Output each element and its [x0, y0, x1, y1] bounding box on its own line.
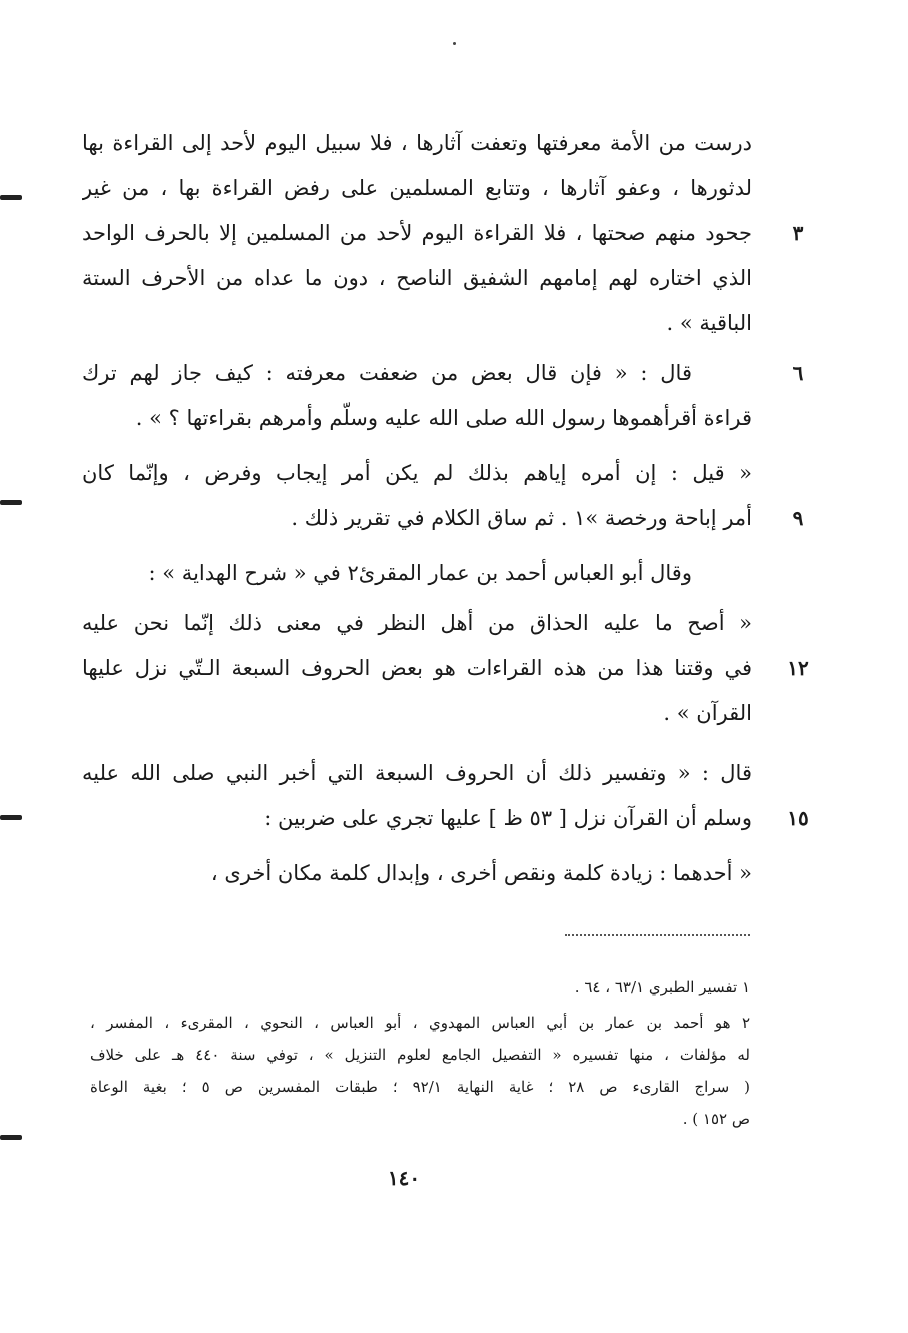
text-line: القرآن » . — [663, 701, 752, 725]
text-line: درست من الأمة معرفتها وتعفت آثارها ، فلا سبيل اليوم لأحد إلى القراءة بها — [82, 131, 752, 155]
footnote-line: ص ١٥٢ ) . — [682, 1110, 750, 1128]
line-number: ٩ — [792, 506, 804, 530]
text-line: قراءة أقرأهموها رسول الله صلى الله عليه وسلّم وأمرهم بقراءتها ؟ » . — [135, 406, 752, 430]
line-number: ١٥ — [787, 806, 809, 830]
text-line: في وقتنا هذا من هذه القراءات هو بعض الحروف السبعة الـتّي نزل عليها — [82, 656, 752, 680]
text-line: وقال أبو العباس أحمد بن عمار المقرئ٢ في « شرح الهداية » : — [148, 561, 692, 585]
scan-edge-mark — [0, 500, 22, 505]
scan-edge-mark — [0, 195, 22, 200]
scan-dot — [453, 42, 456, 45]
text-line: « أصح ما عليه الحذاق من أهل النظر في معنى ذلك إنّما نحن عليه — [82, 611, 752, 635]
page-number: ١٤٠ — [387, 1166, 421, 1190]
text-line: قال : « فإن قال بعض من ضعفت معرفته : كيف جاز لهم ترك — [82, 361, 692, 385]
scan-edge-mark — [0, 815, 22, 820]
footnote-line: ١ تفسير الطبري ٦٣/١ ، ٦٤ . — [574, 978, 750, 996]
text-line: الباقية » . — [666, 311, 752, 335]
text-line: قال : « وتفسير ذلك أن الحروف السبعة التي أخبر النبي صلى الله عليه — [82, 761, 752, 785]
text-line: الذي اختاره لهم إمامهم الشفيق الناصح ، دون ما عداه من الأحرف الستة — [82, 266, 752, 290]
line-number: ١٢ — [787, 656, 809, 680]
text-line: أمر إباحة ورخصة »١ . ثم ساق الكلام في تقرير ذلك . — [291, 506, 752, 530]
footnote-line: له مؤلفات ، منها تفسيره « التفصيل الجامع لعلوم التنزيل » ، توفي سنة ٤٤٠ هـ على خلاف — [90, 1046, 750, 1064]
footnote-line: ( سراج القارىء ص ٢٨ ؛ غاية النهاية ٩٢/١ ؛ طبقات المفسرين ص ٥ ؛ بغية الوعاة — [90, 1078, 750, 1096]
text-line: لدثورها ، وعفو آثارها ، وتتابع المسلمين على رفض القراءة بها ، من غير — [82, 176, 752, 200]
text-line: جحود منهم صحتها ، فلا القراءة اليوم لأحد من المسلمين إلا بالحرف الواحد — [82, 221, 752, 245]
footnote-line: ٢ هو أحمد بن عمار بن أبي العباس المهدوي ، أبو العباس ، النحوي ، المقرىء ، المفسر ، — [90, 1014, 750, 1032]
footnote-separator — [565, 934, 750, 936]
line-number: ٦ — [792, 361, 804, 385]
text-line: « قيل : إن أمره إياهم بذلك لم يكن أمر إيجاب وفرض ، وإنّما كان — [82, 461, 752, 485]
line-number: ٣ — [792, 221, 804, 245]
text-line: وسلم أن القرآن نزل [ ٥٣ ظ ] عليها تجري على ضربين : — [264, 806, 752, 830]
text-line: « أحدهما : زيادة كلمة ونقص أخرى ، وإبدال كلمة مكان أخرى ، — [210, 861, 752, 885]
scan-edge-mark — [0, 1135, 22, 1140]
